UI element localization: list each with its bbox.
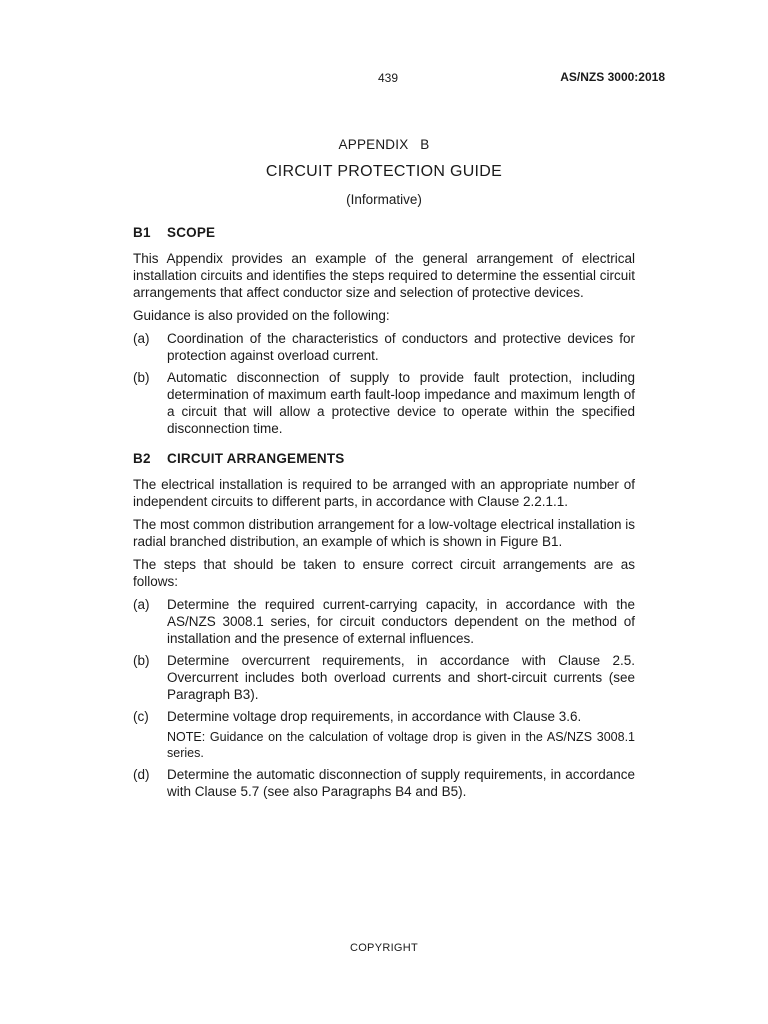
list-item	[133, 596, 635, 647]
list-item	[133, 369, 635, 437]
list-item-text: Determine the required current-carrying capacity, in accordance with the AS/NZS 3008.1 series, for circuit conductors dependent on the method of installation and the presence of external influences.	[167, 597, 635, 646]
section-gap	[133, 442, 635, 450]
document-body	[133, 224, 635, 805]
section-title: CIRCUIT ARRANGEMENTS	[167, 451, 345, 466]
list-item-content	[167, 708, 635, 761]
section-number: B2	[133, 451, 151, 466]
list-item-label: (b)	[133, 653, 150, 668]
list-item-label: (d)	[133, 767, 150, 782]
list-item	[133, 330, 635, 364]
list-item	[133, 708, 635, 761]
section-title: SCOPE	[167, 225, 216, 240]
section-heading-b1	[133, 224, 635, 241]
page-number: 439	[378, 71, 399, 85]
list-item-text: Determine voltage drop requirements, in accordance with Clause 3.6.	[167, 709, 582, 724]
list-item-text: Coordination of the characteristics of conductors and protective devices for protection against overload current.	[167, 331, 635, 363]
copyright-footer: COPYRIGHT	[349, 942, 419, 954]
list-item-text: Determine overcurrent requirements, in accordance with Clause 2.5. Overcurrent includes both overload currents and short-circuit currents (see Paragraph B3).	[167, 653, 635, 702]
list-item-label: (c)	[133, 709, 149, 724]
section-number: B1	[133, 225, 151, 240]
section-heading-b2	[133, 450, 635, 467]
list-item	[133, 766, 635, 800]
paragraph: The most common distribution arrangement for a low-voltage electrical installation is radial branched distribution, an example of which is shown in Figure B1.	[133, 517, 635, 549]
appendix-subtitle: (Informative)	[346, 192, 422, 207]
paragraph: The electrical installation is required to be arranged with an appropriate number of independent circuits to different parts, in accordance with Clause 2.2.1.1.	[133, 477, 635, 509]
standard-designation: AS/NZS 3000:2018	[560, 70, 665, 84]
note-text: NOTE: Guidance on the calculation of voltage drop is given in the AS/NZS 3008.1 series.	[167, 730, 635, 760]
paragraph: This Appendix provides an example of the general arrangement of electrical installation circuits and identifies the steps required to determine the essential circuit arrangements that affect conductor size and selection of protective devices.	[133, 251, 636, 300]
list-item	[133, 652, 635, 703]
list-item-label: (b)	[133, 370, 150, 385]
appendix-label: APPENDIX B	[338, 137, 430, 152]
list-item-label: (a)	[133, 597, 150, 612]
paragraph: Guidance is also provided on the following:	[133, 308, 390, 323]
list-item-text: Automatic disconnection of supply to provide fault protection, including determination of maximum earth fault-loop impedance and maximum length of a circuit that will allow a protective device to operate within the specified disconnection time.	[167, 370, 635, 436]
paragraph: The steps that should be taken to ensure correct circuit arrangements are as follows:	[133, 557, 635, 589]
list-item-text: Determine the automatic disconnection of supply requirements, in accordance with Clause 5.7 (see also Paragraphs B4 and B5).	[167, 767, 635, 799]
list-item-label: (a)	[133, 331, 150, 346]
appendix-title: CIRCUIT PROTECTION GUIDE	[265, 163, 503, 180]
